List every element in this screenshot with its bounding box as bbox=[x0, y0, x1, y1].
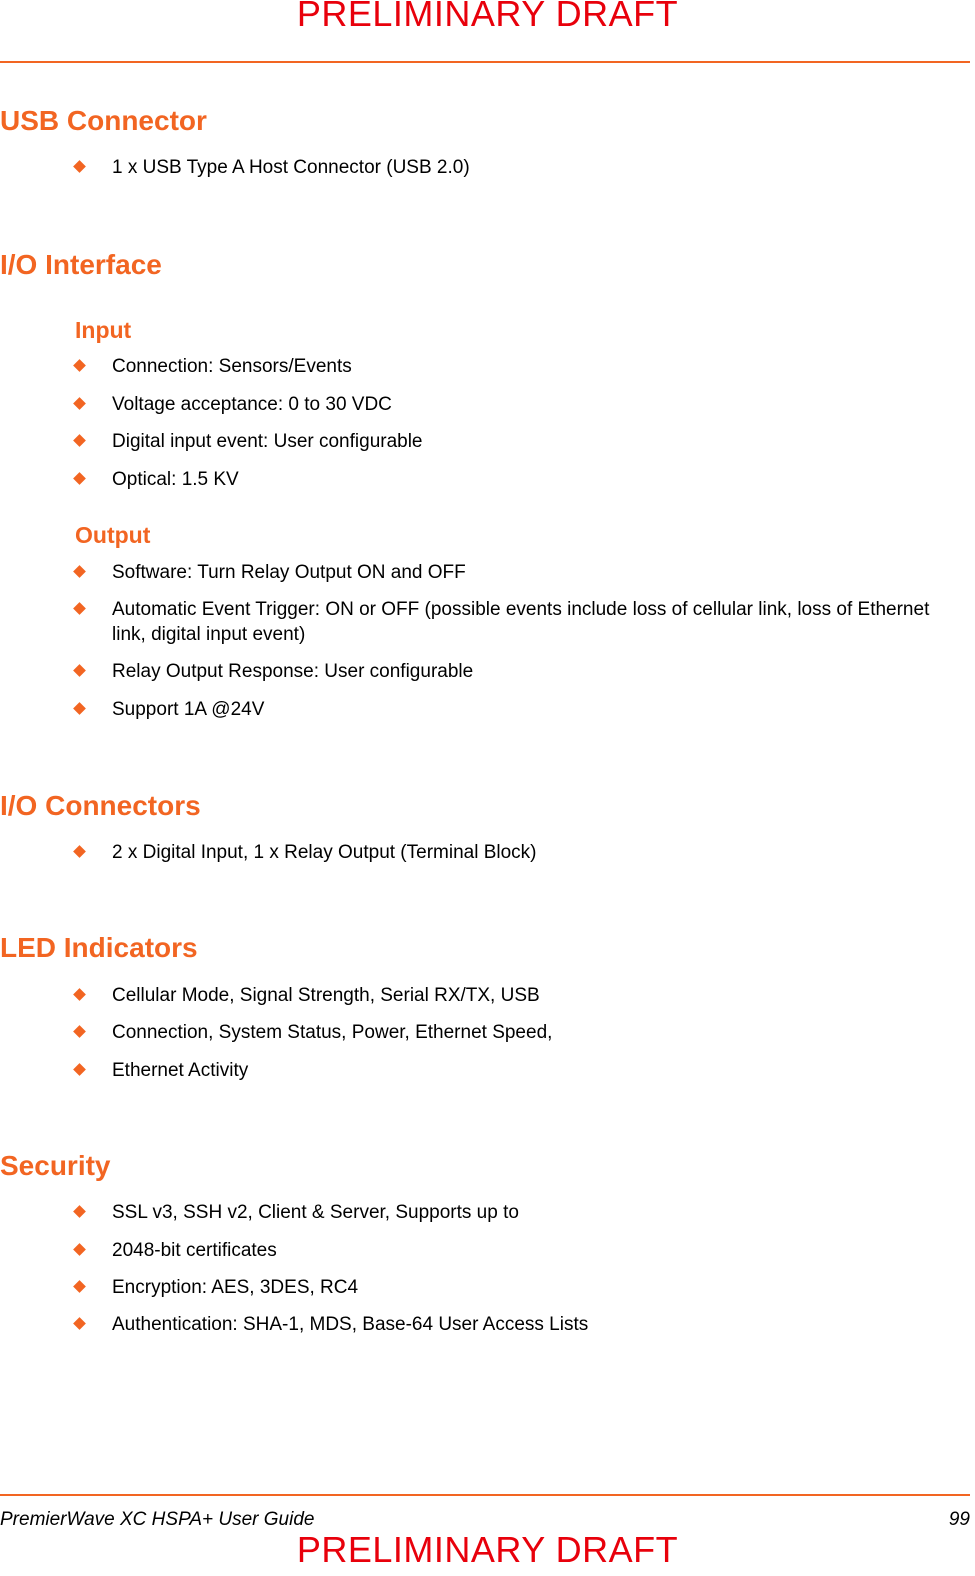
heading-io-interface: I/O Interface bbox=[0, 249, 162, 280]
diamond-bullet-icon bbox=[73, 702, 86, 715]
heading-io-connectors: I/O Connectors bbox=[0, 790, 201, 821]
list-item: Support 1A @24V bbox=[75, 697, 935, 722]
list-item: 2 x Digital Input, 1 x Relay Output (Terminal Block) bbox=[75, 840, 935, 865]
diamond-bullet-icon bbox=[73, 1025, 86, 1038]
diamond-bullet-icon bbox=[73, 845, 86, 858]
diamond-bullet-icon bbox=[73, 565, 86, 578]
diamond-bullet-icon bbox=[73, 434, 86, 447]
list-item: Connection, System Status, Power, Ethernet Speed, bbox=[75, 1020, 935, 1045]
list-item: Ethernet Activity bbox=[75, 1058, 935, 1083]
list-item: Connection: Sensors/Events bbox=[75, 354, 935, 379]
list-item: Voltage acceptance: 0 to 30 VDC bbox=[75, 392, 935, 417]
diamond-bullet-icon bbox=[73, 1317, 86, 1330]
list-item: Digital input event: User configurable bbox=[75, 429, 935, 454]
diamond-bullet-icon bbox=[73, 1280, 86, 1293]
watermark-bottom: PRELIMINARY DRAFT bbox=[296, 1529, 679, 1570]
list-item: Optical: 1.5 KV bbox=[75, 467, 935, 492]
diamond-bullet-icon bbox=[73, 160, 86, 173]
diamond-bullet-icon bbox=[73, 602, 86, 615]
diamond-bullet-icon bbox=[73, 1205, 86, 1218]
diamond-bullet-icon bbox=[73, 397, 86, 410]
list-item: SSL v3, SSH v2, Client & Server, Supports up to bbox=[75, 1200, 935, 1225]
footer-rule bbox=[0, 1494, 970, 1496]
diamond-bullet-icon bbox=[73, 664, 86, 677]
diamond-bullet-icon bbox=[73, 988, 86, 1001]
list-item: 2048-bit certificates bbox=[75, 1238, 935, 1263]
diamond-bullet-icon bbox=[73, 1243, 86, 1256]
heading-led-indicators: LED Indicators bbox=[0, 932, 198, 963]
list-item: Automatic Event Trigger: ON or OFF (possible events include loss of cellular link, loss of Ethernet link, digital input event) bbox=[75, 597, 935, 647]
footer-document-title: PremierWave XC HSPA+ User Guide bbox=[0, 1509, 315, 1530]
list-item: Software: Turn Relay Output ON and OFF bbox=[75, 560, 935, 585]
list-item: Cellular Mode, Signal Strength, Serial RX/TX, USB bbox=[75, 983, 935, 1008]
footer-page-number: 99 bbox=[948, 1509, 970, 1530]
diamond-bullet-icon bbox=[73, 359, 86, 372]
subheading-output: Output bbox=[75, 522, 151, 548]
list-item: Authentication: SHA-1, MDS, Base-64 User Access Lists bbox=[75, 1312, 935, 1337]
watermark-top: PRELIMINARY DRAFT bbox=[296, 0, 679, 34]
diamond-bullet-icon bbox=[73, 472, 86, 485]
list-item: 1 x USB Type A Host Connector (USB 2.0) bbox=[75, 155, 935, 180]
heading-security: Security bbox=[0, 1150, 111, 1181]
heading-usb-connector: USB Connector bbox=[0, 105, 207, 136]
diamond-bullet-icon bbox=[73, 1063, 86, 1076]
list-item: Relay Output Response: User configurable bbox=[75, 659, 935, 684]
subheading-input: Input bbox=[75, 317, 132, 343]
header-rule bbox=[0, 61, 970, 63]
list-item: Encryption: AES, 3DES, RC4 bbox=[75, 1275, 935, 1300]
